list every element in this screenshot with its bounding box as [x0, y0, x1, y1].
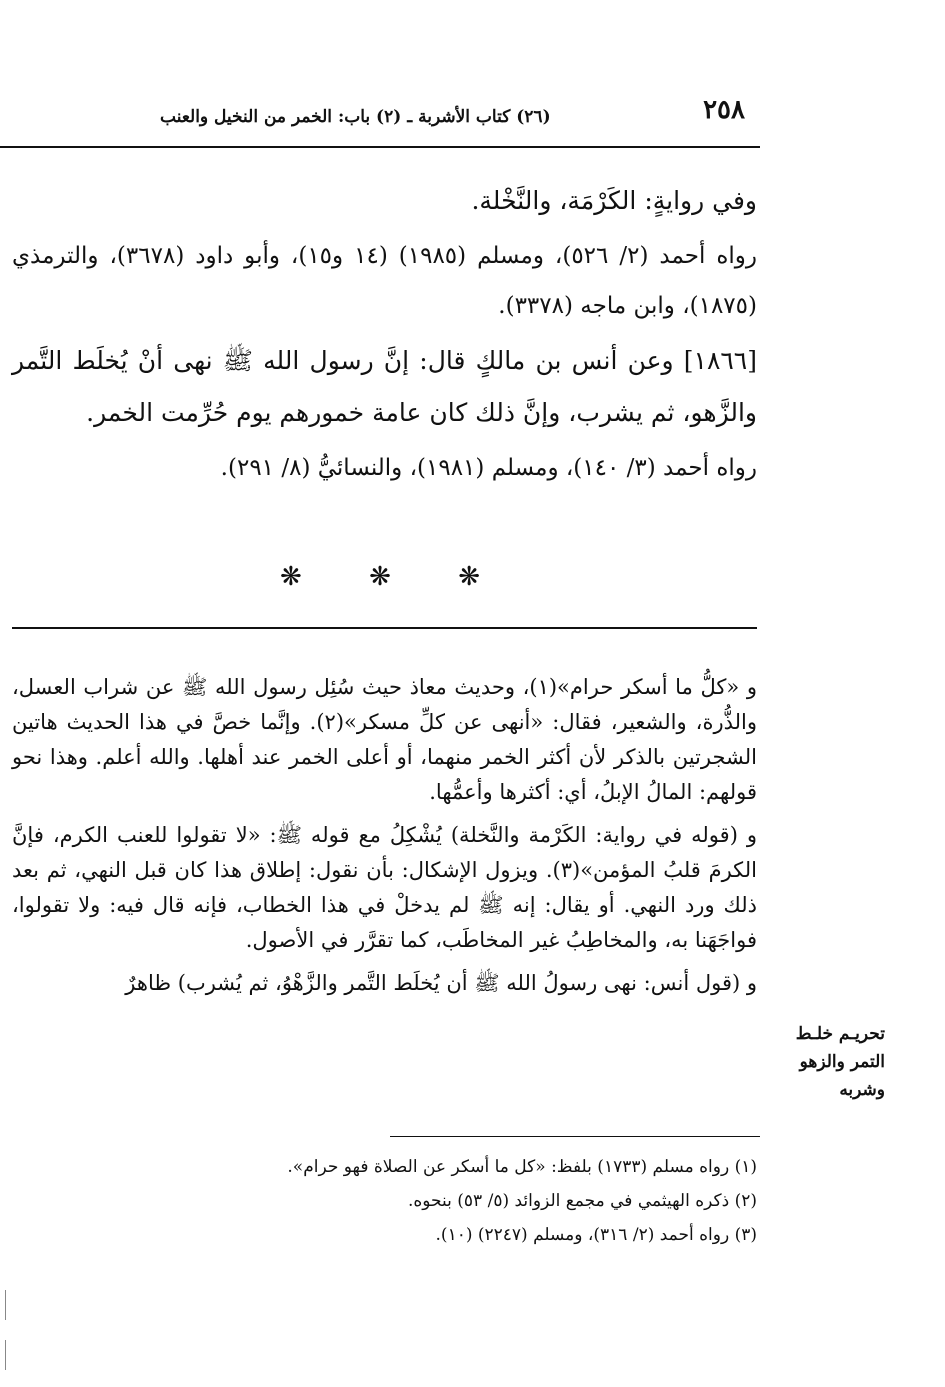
scan-edge-mark	[5, 1290, 6, 1320]
main-text	[12, 175, 757, 497]
header-rule	[0, 146, 760, 148]
footnote: (٣) رواه أحمد (٢/ ٣١٦)، ومسلم (٢٢٤٧) (١٠).	[435, 1225, 757, 1245]
hadith-1866: [١٨٦٦] وعن أنس بن مالكٍ قال: إنَّ رسول الله ﷺ نهى أنْ يُخلَط التَّمر والزَّهو، ثم يشرب، وإنَّ ذلك كان عامة خمورهم يوم حُرِّمت الخمر.	[12, 346, 757, 427]
commentary	[12, 670, 757, 1009]
section-divider	[280, 562, 480, 592]
asterism-mark: ❋	[280, 562, 302, 592]
hadith-source: رواه أحمد (٣/ ١٤٠)، ومسلم (١٩٨١)، والنسائيُّ (٨/ ٢٩١).	[220, 455, 757, 481]
commentary-paragraph: و (قول أنس: نهى رسولُ الله ﷺ أن يُخلَط التَّمر والزَّهْوُ، ثم يُشرب) ظاهرٌ	[125, 971, 757, 995]
page-number: ٢٥٨	[703, 95, 745, 125]
footnote-rule	[390, 1136, 760, 1137]
margin-note	[775, 1020, 885, 1104]
commentary-paragraph: و (قوله في رواية: الكَرْمة والنَّخلة) يُشْكِلُ مع قوله ﷺ: «لا تقولوا للعنب الكرم، فإنَّ الكرمَ قلبُ المؤمن»(٣). ويزول الإشكال: بأن نقول: إطلاق هذا كان قبل النهي، ثم بعد ذلك ورد النهي. أو يقال: إنه ﷺ لم يدخلْ في هذا الخطاب، فإنه قال فيه: ولا تقولوا، فواجَهَنا به، والمخاطِبُ غير المخاطَب، كما تقرَّر في الأصول.	[12, 823, 757, 952]
scan-edge-mark	[5, 1340, 6, 1370]
footnote: (٢) ذكره الهيثمي في مجمع الزوائد (٥/ ٥٣) بنحوه.	[407, 1191, 757, 1211]
asterism-mark: ❋	[369, 562, 391, 592]
commentary-paragraph: و «كلُّ ما أسكر حرام»(١)، وحديث معاذ حيث سُئِل رسول الله ﷺ عن شراب العسل، والذُّرة، والشعير، فقال: «أنهى عن كلِّ مسكر»(٢). وإنَّما خصَّ في هذا الحديث هاتين الشجرتين بالذكر لأن أكثر الخمر منهما، أو أعلى الخمر عند أهلها. والله أعلم. وهذا نحو قولهم: المالُ الإبلُ، أي: أكثرها وأعمُّها.	[12, 675, 757, 804]
commentary-rule	[12, 627, 757, 629]
hadith-variant: وفي روايةٍ: الكَرْمَة، والنَّخْلة.	[471, 186, 757, 215]
page-header	[160, 95, 745, 135]
margin-note-line: تحريـم خلـط	[795, 1024, 885, 1044]
running-head: (٢٦) كتاب الأشربة ـ (٢) باب: الخمر من النخيل والعنب	[160, 107, 551, 127]
hadith-source: رواه أحمد (٢/ ٥٢٦)، ومسلم (١٩٨٥) (١٤ و١٥)، وأبو داود (٣٦٧٨)، والترمذي (١٨٧٥)، وابن ماجه (٣٣٧٨).	[12, 243, 757, 319]
footnotes	[12, 1150, 757, 1252]
margin-note-line: وشربه	[839, 1080, 885, 1100]
asterism-mark: ❋	[458, 562, 480, 592]
margin-note-line: التمر والزهو	[799, 1052, 885, 1072]
footnote: (١) رواه مسلم (١٧٣٣) بلفظ: «كل ما أسكر عن الصلاة فهو حرام».	[287, 1157, 757, 1177]
